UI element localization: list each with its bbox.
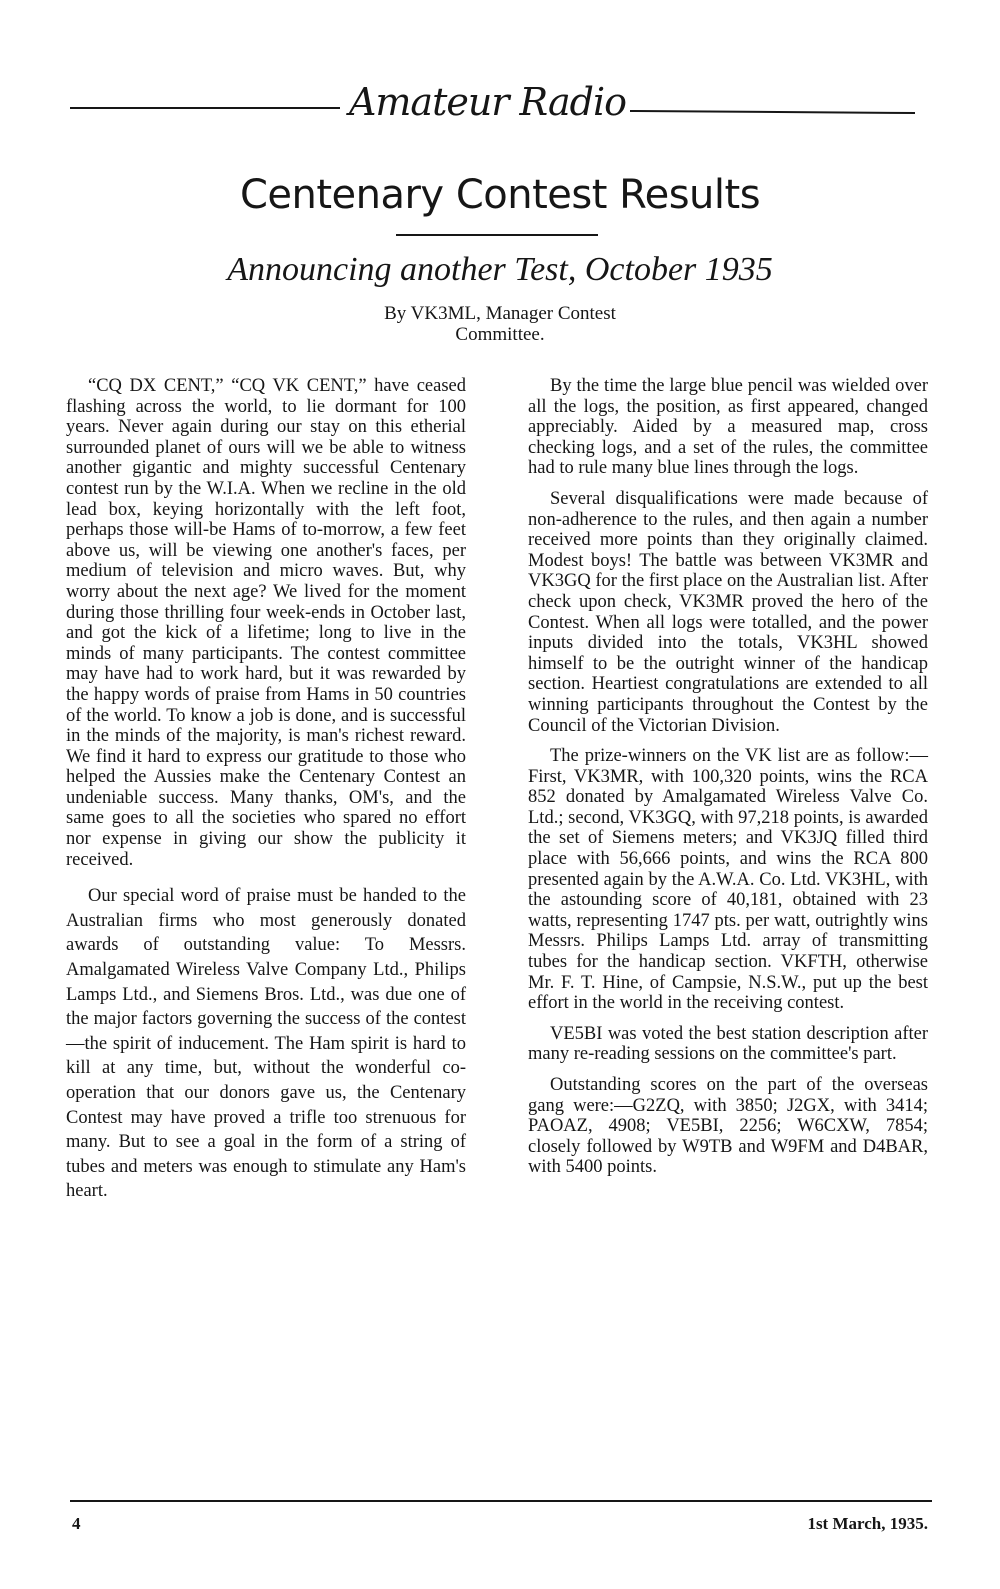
body-paragraph: “CQ DX CENT,” “CQ VK CENT,” have ceased flashing across the world, to lie dormant for 100 years. Never again during our stay on this etherial surrounded planet of ours will we be able to witness another gigantic and mighty successful Centenary contest run by the W.I.A. When we recline in the old lead box, keying horizontally with the left foot, perhaps those will-be Hams of to-morrow, a few feet above us, will be viewing one another's faces, per medium of television and micro waves. But, why worry about the next age? We lived for the moment during those thrilling four week-ends in October last, and got the kick of a lifetime; long to live in the minds of many participants. The contest committee may have had to work hard, but it was rewarded by the happy words of praise from Hams in 50 countries of the world. To know a job is done, and is successful in the minds of the majority, is man's richest reward. We find it hard to express our gratitude to those who helped the Aussies make the Centenary Contest an undeniable success. Many thanks, OM's, and the same goes to all the societies who spared no effort nor expense in giving our show the publicity it received. — [66, 376, 466, 870]
right-column — [528, 376, 928, 1188]
byline-line-2: Committee. — [455, 324, 545, 345]
footer-rule — [70, 1500, 932, 1502]
article-byline — [0, 303, 1000, 345]
masthead-title: Amateur Radio — [348, 80, 627, 124]
body-paragraph: Our special word of praise must be handed to the Australian firms who most generously donated awards of outstanding value: To Messrs. Amalgamated Wireless Valve Company Ltd., Philips Lamps Ltd., and Siemens Bros. Ltd., was due one of the major factors governing the success of the contest—the spirit of inducement. The Ham spirit is hard to kill at any time, but, without the wonderful co-operation that our donors gave us, the Centenary Contest may have proved a trifle too strenuous for many. But to see a goal in the form of a string of tubes and meters was enough to stimulate any Ham's heart. — [66, 886, 466, 1202]
issue-date: 1st March, 1935. — [807, 1514, 928, 1533]
headline-divider — [396, 234, 598, 236]
body-paragraph: By the time the large blue pencil was wielded over all the logs, the position, as first appeared, changed appreciably. Aided by a measured map, cross checking logs, and a set of the rules, the committee had to rule many blue lines through the logs. — [528, 376, 928, 479]
byline-line-1: By VK3ML, Manager Contest — [384, 303, 616, 324]
masthead-rule-left — [70, 107, 340, 109]
left-column — [66, 376, 466, 1214]
body-paragraph: Several disqualifications were made because of non-adherence to the rules, and then again a number received more points than they originally claimed. Modest boys! The battle was between VK3MR and VK3GQ for the first place on the Australian list. After check upon check, VK3MR proved the hero of the Contest. When all logs were totalled, and the power inputs divided into the totals, VK3HL showed himself to be the outright winner of the handicap section. Heartiest congratulations are extended to all winning participants throughout the Contest by the Council of the Victorian Division. — [528, 488, 928, 736]
masthead — [70, 80, 910, 136]
article-subheadline: Announcing another Test, October 1935 — [227, 251, 773, 288]
article-headline: Centenary Contest Results — [239, 172, 761, 218]
body-paragraph: Outstanding scores on the part of the overseas gang were:—G2ZQ, with 3850; J2GX, with 3414; PAOAZ, 4908; VE5BI, 2256; W6CXW, 7854; closely followed by W9TB and W9FM and D4BAR, with 5400 points. — [528, 1075, 928, 1178]
body-paragraph: The prize-winners on the VK list are as follow:—First, VK3MR, with 100,320 points, wins the RCA 852 donated by Amalgamated Wireless Valve Co. Ltd.; second, VK3GQ, with 97,218 points, is awarded the set of Siemens meters; and VK3JQ filled third place with 56,666 points, and wins the RCA 800 presented again by the A.W.A. Co. Ltd. VK3HL, with the astounding score of 40,181, obtained with 23 watts, representing 1747 pts. per watt, outrightly wins Messrs. Philips Lamps Ltd. array of transmitting tubes for the handicap section. VKFTH, otherwise Mr. F. T. Hine, of Campsie, N.S.W., put up the best effort in the world in the receiving contest. — [528, 746, 928, 1014]
body-paragraph: VE5BI was voted the best station description after many re-reading sessions on the committee's part. — [528, 1023, 928, 1065]
page-number: 4 — [72, 1514, 81, 1533]
masthead-rule-right — [630, 110, 915, 114]
